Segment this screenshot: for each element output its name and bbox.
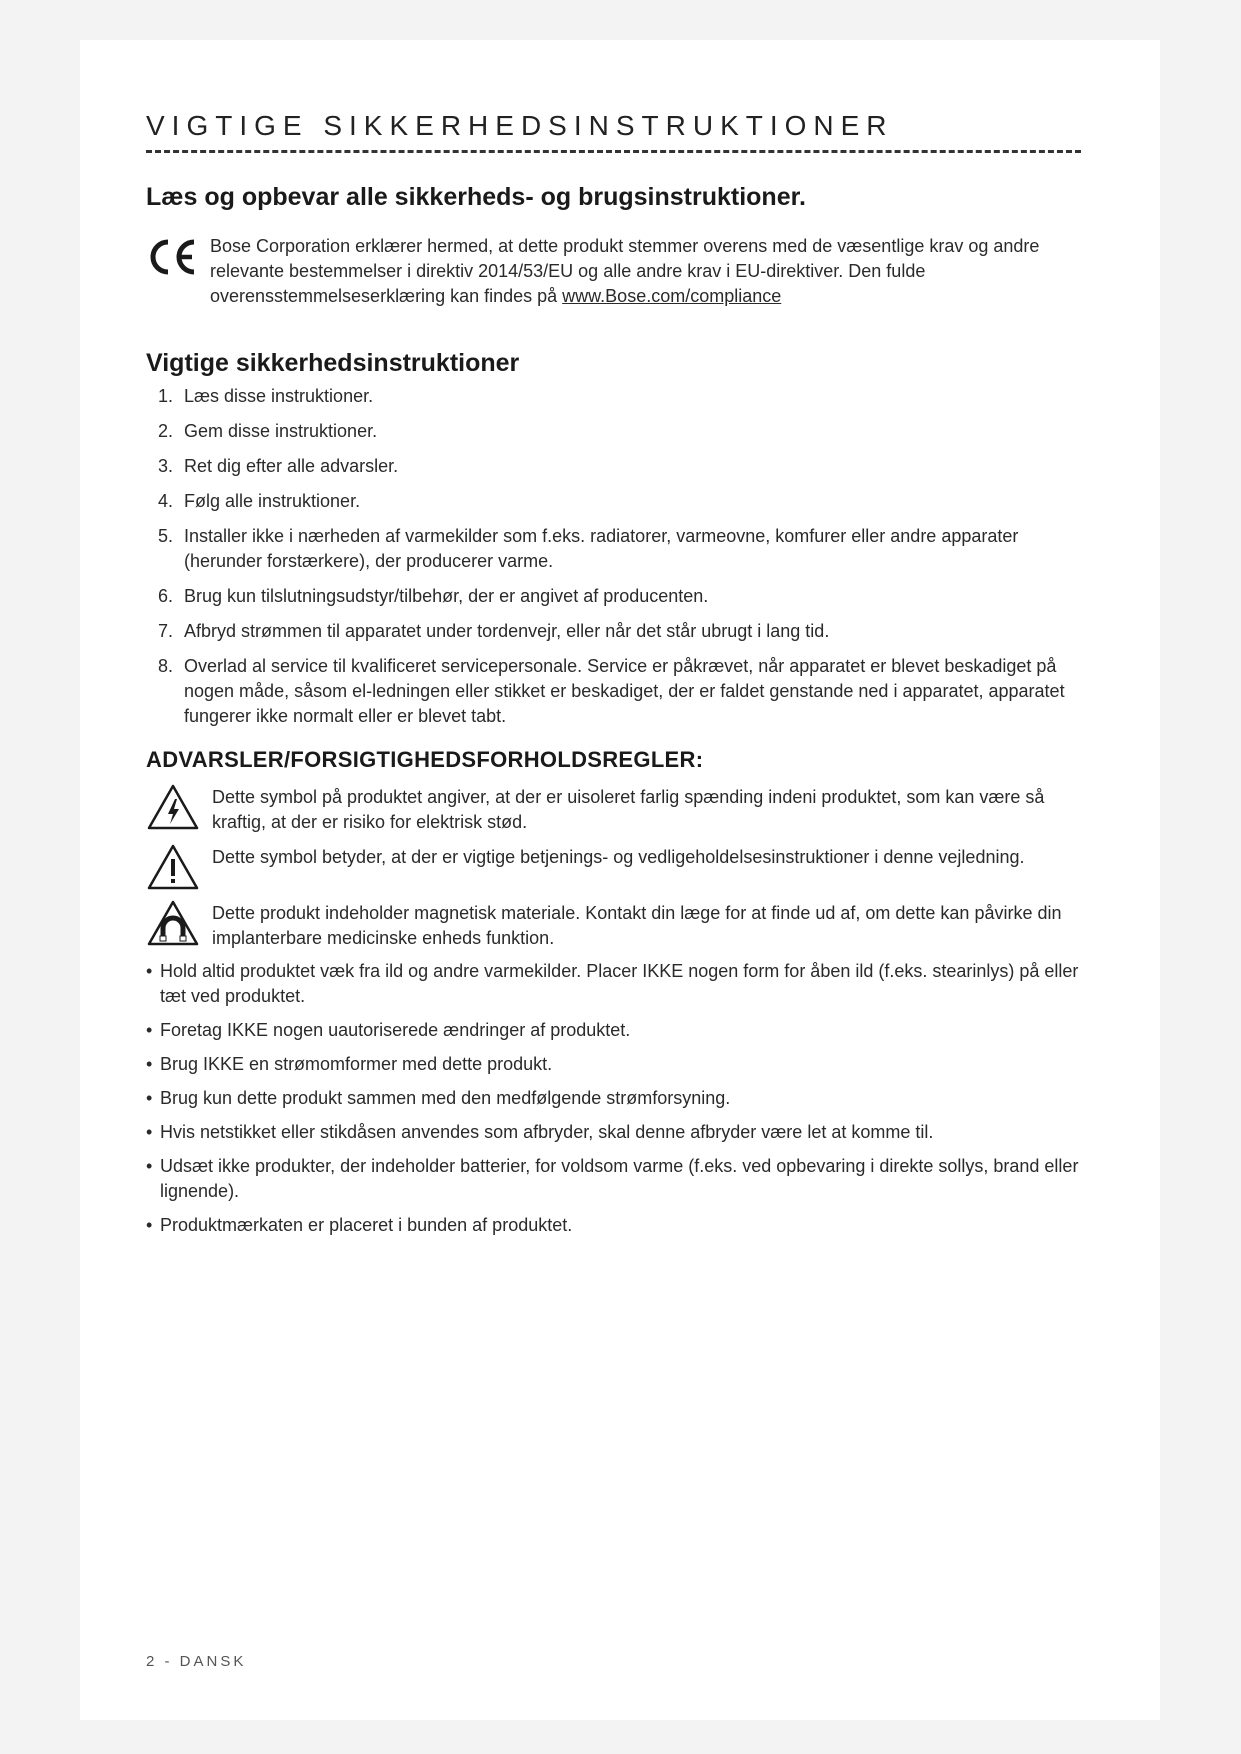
warnings-heading: ADVARSLER/FORSIGTIGHEDSFORHOLDSREGLER: [146, 747, 704, 772]
bullet-text: Hold altid produktet væk fra ild og andre varmekilder. Placer IKKE nogen form for åben ild (f.eks. stearinlys) på eller tæt ved produktet. [160, 961, 1079, 1006]
ce-mark-icon [146, 236, 210, 278]
page-footer: 2 - DANSK [146, 1653, 247, 1670]
instruction-number: 4. [158, 491, 174, 511]
instruction-number: 8. [158, 656, 174, 676]
instruction-text: Gem disse instruktioner. [184, 421, 378, 441]
bullet-item [146, 1086, 1081, 1111]
warnings-bullet-list [146, 959, 1081, 1238]
instruction-number: 5. [158, 526, 174, 546]
bullet-text: Produktmærkaten er placeret i bunden af produktet. [160, 1215, 573, 1235]
instruction-item [146, 384, 1081, 409]
bullet-item [146, 1052, 1081, 1077]
bullet-text: Hvis netstikket eller stikdåsen anvendes som afbryder, skal denne afbryder være let at komme til. [160, 1122, 934, 1142]
instructions-heading: Vigtige sikkerhedsinstruktioner [146, 349, 520, 377]
instruction-number: 3. [158, 456, 174, 476]
instruction-item [146, 584, 1081, 609]
instruction-text: Læs disse instruktioner. [184, 386, 374, 406]
instruction-text: Ret dig efter alle advarsler. [184, 456, 399, 476]
instruction-text: Brug kun tilslutningsudstyr/tilbehør, der er angivet af producenten. [184, 586, 709, 606]
bullet-icon: • [146, 1122, 153, 1142]
warning-symbol-row [146, 783, 1081, 835]
bullet-icon: • [146, 1088, 153, 1108]
instruction-text: Installer ikke i nærheden af varmekilder som f.eks. radiatorer, varmeovne, komfurer eller andre apparater (herunder forstærkere), der producerer varme. [184, 526, 1019, 571]
warning-symbol-text: Dette symbol betyder, at der er vigtige betjenings- og vedligeholdelsesinstruktioner i denne vejledning. [212, 847, 1025, 867]
instruction-text: Følg alle instruktioner. [184, 491, 361, 511]
instruction-number: 6. [158, 586, 174, 606]
instruction-item [146, 454, 1081, 479]
warning-symbol-row [146, 899, 1081, 951]
instruction-text: Overlad al service til kvalificeret servicepersonale. Service er påkrævet, når apparatet er blevet beskadiget på nogen måde, såsom el-ledningen eller stikket er beskadiget, der er faldet genstande ned i apparatet, apparatet fungerer ikke normalt eller er blevet tabt. [184, 656, 1065, 726]
ce-declaration [146, 234, 1081, 309]
bullet-text: Brug IKKE en strømomformer med dette produkt. [160, 1054, 553, 1074]
intro-heading: Læs og opbevar alle sikkerheds- og brugsinstruktioner. [146, 183, 806, 211]
bullet-text: Brug kun dette produkt sammen med den medfølgende strømforsyning. [160, 1088, 731, 1108]
instruction-number: 1. [158, 386, 174, 406]
bullet-icon: • [146, 1215, 153, 1235]
instruction-item [146, 654, 1081, 729]
bullet-icon: • [146, 1020, 153, 1040]
instruction-number: 2. [158, 421, 174, 441]
bullet-item [146, 1213, 1081, 1238]
warning-symbol-text: Dette symbol på produktet angiver, at der er uisoleret farlig spænding indeni produktet, som kan være så kraftig, at der er risiko for elektrisk stød. [212, 787, 1045, 832]
magnet-warning-icon [146, 899, 212, 947]
instruction-item [146, 489, 1081, 514]
bullet-item [146, 1018, 1081, 1043]
instruction-item [146, 419, 1081, 444]
exclamation-warning-icon [146, 843, 212, 891]
bullet-icon: • [146, 1156, 153, 1176]
ce-declaration-text [210, 234, 1040, 309]
page-title: VIGTIGE SIKKERHEDSINSTRUKTIONER [146, 110, 1081, 153]
bullet-item [146, 1154, 1081, 1204]
instructions-list [146, 384, 1081, 729]
warning-symbol-text: Dette produkt indeholder magnetisk materiale. Kontakt din læge for at finde ud af, om dette kan påvirke din implanterbare medicinske enheds funktion. [212, 903, 1062, 948]
bullet-icon: • [146, 1054, 153, 1074]
bullet-icon: • [146, 961, 153, 981]
ce-text-body: Bose Corporation erklærer hermed, at dette produkt stemmer overens med de væsentlige krav og andre relevante bestemmelser i direktiv 2014/53/EU og alle andre krav i EU-direktiver. Den fulde overensstemmelseserklæring kan findes på [210, 236, 1040, 306]
instruction-number: 7. [158, 621, 174, 641]
bullet-item [146, 1120, 1081, 1145]
bullet-text: Udsæt ikke produkter, der indeholder batterier, for voldsom varme (f.eks. ved opbevaring i direkte sollys, brand eller lignende). [160, 1156, 1079, 1201]
bullet-text: Foretag IKKE nogen uautoriserede ændringer af produktet. [160, 1020, 631, 1040]
document-content [146, 110, 1081, 1247]
instruction-item [146, 619, 1081, 644]
instruction-text: Afbryd strømmen til apparatet under tordenvejr, eller når det står ubrugt i lang tid. [184, 621, 830, 641]
warning-symbol-row [146, 843, 1081, 891]
instruction-item [146, 524, 1081, 574]
bullet-item [146, 959, 1081, 1009]
compliance-link[interactable]: www.Bose.com/compliance [562, 286, 782, 306]
lightning-warning-icon [146, 783, 212, 831]
